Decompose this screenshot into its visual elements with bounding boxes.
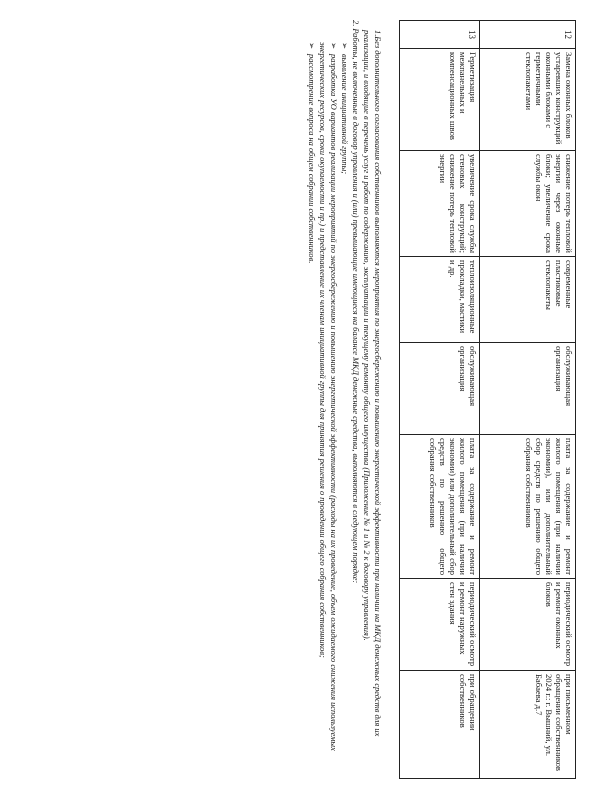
measure-cell: Замена оконных блоков устаревших конструкций оконными блоками с герметичными стеклопакетами (480, 49, 576, 151)
bullet-item: ➢рассмотрение вопроса на общем собрании собственников. (307, 42, 317, 264)
notes-section (306, 20, 382, 760)
term-cell: периодический осмотр и ремонт оконных блоков (480, 579, 576, 671)
executor-cell: обслуживающая организация (400, 343, 480, 435)
table-row (480, 21, 576, 779)
basis-cell: при письменном обращении собственников 2024 г.: г. Вышний, ул. Бабаева д.7 (480, 671, 576, 779)
materials-cell: теплоизоляционные прокладки, мастики и др. (400, 257, 480, 343)
bullet-item: ➢выявление инициативной группы; (340, 42, 350, 175)
arrow-bullet-icon: ➢ (329, 42, 339, 50)
financing-cell: плата за содержание и ремонт жилого помещения (при наличии экономии), или дополнительный сбор средств по решению общего собрания собственников (480, 435, 576, 579)
effect-cell: снижение потерь тепловой энергии через оконные блоки; увеличение срока службы окон (480, 151, 576, 257)
note-1: 1.Без дополнительного согласования собственников выполняются мероприятия по энергосбережению и повышению энергетической эффективности при наличии на МКД денежных средств для их реализации, и входящие в перечень услуг и работ по содержанию, эксплуатации и текущему ремонту общего имущества (Приложение № 1 и № 2 к договору управления). (362, 30, 382, 737)
term-cell: периодический осмотр и ремонт наружных стен здания (400, 579, 480, 671)
arrow-bullet-icon: ➢ (307, 42, 317, 50)
bullet-item: ➢разработка УО вариантов реализации мероприятий по энергосбережению и повышению энергетической эффективности (расходы на их проведение, объем ожидаемого снижения используемых энергетических ресурсов, сроки окупаемости и пр.) и представление их членам инициативной группы для принятия решения о проведении общего собрания собственников; (318, 42, 339, 751)
materials-cell: современные пластиковые стеклопакеты (480, 257, 576, 343)
row-number: 12 (480, 21, 576, 49)
arrow-bullet-icon: ➢ (340, 42, 350, 50)
basis-cell: при обращении собственников (400, 671, 480, 779)
note-2: 2. Работы, не включенные в договор управления и (или) превышающие имеющиеся на балансе МКД денежные средства, выполняются в следующем порядке: (351, 20, 361, 584)
row-number: 13 (400, 21, 480, 49)
table-row (400, 21, 480, 779)
financing-cell: плата за содержание и ремонт жилого помещения (при наличии экономии) или дополнительный сбор средств по решению общего собрания собственников (400, 435, 480, 579)
executor-cell: обслуживающая организация (480, 343, 576, 435)
measure-cell: Герметизация межпанельных и компенсационных швов (400, 49, 480, 151)
measures-table (399, 20, 576, 779)
effect-cell: увеличение срока службы стеновых конструкций; снижение потерь тепловой энергии (400, 151, 480, 257)
